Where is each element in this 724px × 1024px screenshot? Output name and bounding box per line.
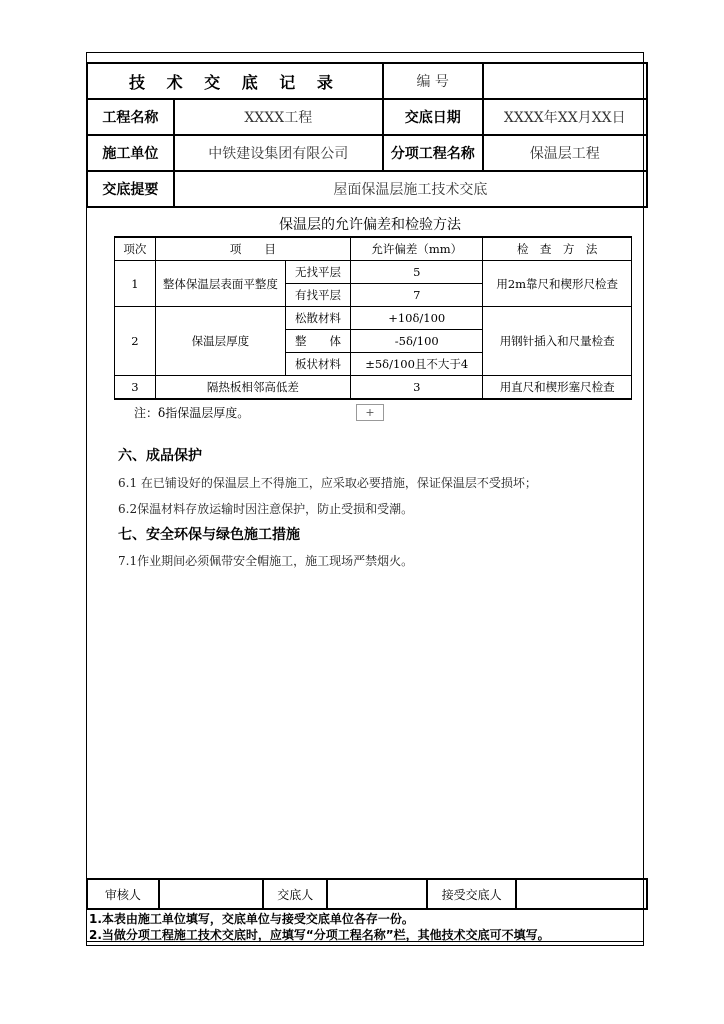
row-no: 2 <box>115 307 156 376</box>
project-label: 工程名称 <box>87 99 174 135</box>
reviewer-field[interactable] <box>159 879 264 909</box>
document-title: 技 术 交 底 记 录 <box>87 63 383 99</box>
number-label: 编 号 <box>383 63 483 99</box>
row-item: 隔热板相邻高低差 <box>155 376 350 400</box>
row-method: 用2m靠尺和楔形尺检查 <box>483 261 632 307</box>
signature-table <box>86 878 648 910</box>
row-no: 3 <box>115 376 156 400</box>
row-item: 保温层厚度 <box>155 307 285 376</box>
row-no: 1 <box>115 261 156 307</box>
row-subitem: 有找平层 <box>285 284 350 307</box>
footer-note-1: 1.本表由施工单位填写，交底单位与接受交底单位各存一份。 <box>89 912 414 926</box>
unit-value[interactable]: 中铁建设集团有限公司 <box>174 135 383 171</box>
header-table <box>86 62 648 208</box>
row-method: 用直尺和楔形塞尺检查 <box>483 376 632 400</box>
col-header-item: 项 目 <box>155 237 350 261</box>
add-row-button[interactable]: + <box>356 404 384 421</box>
date-value[interactable]: XXXX年XX月XX日 <box>483 99 647 135</box>
summary-value[interactable]: 屋面保温层施工技术交底 <box>174 171 647 207</box>
section-6-1: 6.1 在已铺设好的保温层上不得施工，应采取必要措施，保证保温层不受损坏； <box>118 476 537 490</box>
row-method: 用钢针插入和尺量检查 <box>483 307 632 376</box>
row-value: 3 <box>351 376 483 400</box>
tolerance-table <box>114 236 632 400</box>
section-6-heading: 六、成品保护 <box>118 448 202 464</box>
table-row <box>115 261 632 284</box>
footer-notes <box>86 908 644 946</box>
date-label: 交底日期 <box>383 99 483 135</box>
discloser-field[interactable] <box>327 879 427 909</box>
unit-label: 施工单位 <box>87 135 174 171</box>
row-value: ±5δ/100且不大于4 <box>351 353 483 376</box>
tolerance-table-title: 保温层的允许偏差和检验方法 <box>279 217 461 233</box>
section-7-heading: 七、安全环保与绿色施工措施 <box>118 527 300 543</box>
row-item: 整体保温层表面平整度 <box>155 261 285 307</box>
row-value: 5 <box>351 261 483 284</box>
section-6-2: 6.2保温材料存放运输时因注意保护，防止受损和受潮。 <box>118 502 414 516</box>
row-subitem: 整 体 <box>285 330 350 353</box>
col-header-no: 项次 <box>115 237 156 261</box>
summary-label: 交底提要 <box>87 171 174 207</box>
col-header-tolerance: 允许偏差（mm） <box>351 237 483 261</box>
col-header-method: 检 查 方 法 <box>483 237 632 261</box>
reviewer-label: 审核人 <box>87 879 159 909</box>
subproject-label: 分项工程名称 <box>383 135 483 171</box>
subproject-value[interactable]: 保温层工程 <box>483 135 647 171</box>
project-value[interactable]: XXXX工程 <box>174 99 383 135</box>
discloser-label: 交底人 <box>263 879 327 909</box>
table-note: 注：δ指保温层厚度。 <box>134 406 250 420</box>
number-value[interactable] <box>483 63 647 99</box>
table-row <box>115 307 632 330</box>
receiver-field[interactable] <box>516 879 647 909</box>
row-subitem: 板状材料 <box>285 353 350 376</box>
receiver-label: 接受交底人 <box>427 879 517 909</box>
row-value: +10δ/100 <box>351 307 483 330</box>
footer-note-2: 2.当做分项工程施工技术交底时，应填写“分项工程名称”栏，其他技术交底可不填写。 <box>89 928 550 942</box>
row-value: -5δ/100 <box>351 330 483 353</box>
table-header-row <box>115 237 632 261</box>
table-row <box>115 376 632 400</box>
row-value: 7 <box>351 284 483 307</box>
section-7-1: 7.1作业期间必须佩带安全帽施工，施工现场严禁烟火。 <box>118 554 414 568</box>
row-subitem: 无找平层 <box>285 261 350 284</box>
row-subitem: 松散材料 <box>285 307 350 330</box>
